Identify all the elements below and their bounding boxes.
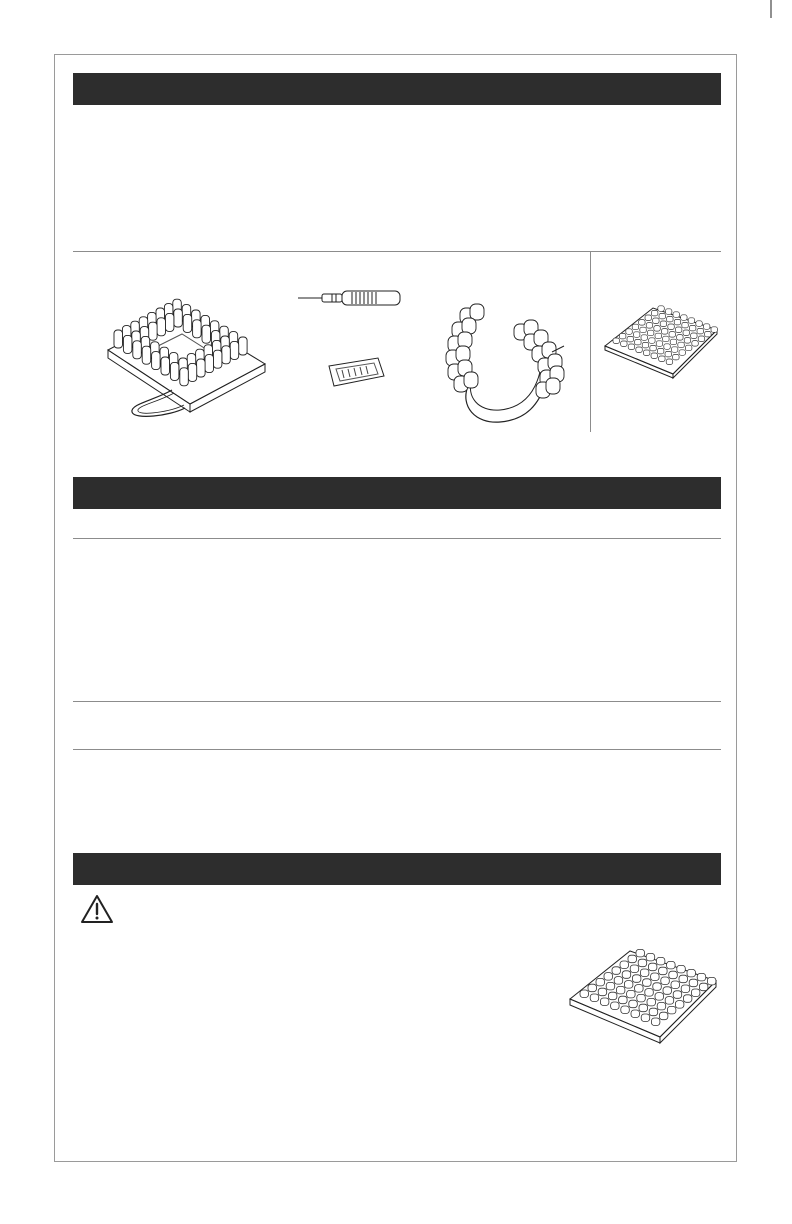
air-cell	[661, 329, 668, 335]
air-cell	[647, 998, 656, 1006]
air-cell	[643, 979, 652, 987]
air-cell	[142, 346, 151, 364]
air-cell	[657, 348, 664, 354]
air-cell	[660, 321, 667, 327]
air-cell	[697, 328, 704, 334]
air-cell	[114, 330, 123, 348]
air-cell	[697, 973, 706, 981]
air-cell	[687, 969, 696, 977]
air-cell	[657, 1002, 666, 1010]
repair-kit-icon	[326, 356, 386, 388]
air-cell	[600, 998, 609, 1006]
air-cell	[202, 325, 211, 343]
air-cell	[646, 953, 655, 961]
cushion-ring-icon	[100, 292, 270, 427]
air-cell	[612, 967, 621, 975]
air-cell	[621, 1006, 630, 1014]
air-cell	[685, 345, 692, 351]
air-cell	[665, 351, 672, 357]
air-cell	[611, 1002, 620, 1010]
hand-pump-icon	[296, 286, 406, 310]
air-cell	[677, 335, 684, 341]
air-cell	[692, 341, 699, 347]
air-cell	[622, 971, 631, 979]
air-cell	[180, 368, 189, 386]
crop-mark-top-right	[770, 0, 790, 20]
air-cell	[661, 977, 670, 985]
air-cell	[640, 969, 649, 977]
air-cell	[213, 350, 222, 368]
air-cell	[678, 342, 685, 348]
air-cell	[651, 1018, 660, 1026]
air-cell	[470, 304, 484, 320]
air-cell	[698, 336, 705, 342]
air-cell	[646, 323, 653, 329]
air-cell	[663, 987, 672, 995]
air-cell	[649, 338, 656, 344]
air-cell	[149, 322, 158, 340]
air-cell	[621, 341, 628, 347]
air-cell	[671, 981, 680, 989]
air-cell	[631, 1010, 640, 1018]
air-cell	[633, 332, 640, 338]
air-cell	[673, 991, 682, 999]
section-2-divider-1	[73, 538, 721, 539]
air-cell	[651, 973, 660, 981]
air-cell	[628, 955, 637, 963]
air-cell	[674, 319, 681, 325]
air-cell	[632, 975, 641, 983]
illustration-column-divider	[590, 251, 591, 432]
air-cell	[205, 355, 214, 373]
air-cell	[627, 990, 636, 998]
air-cell	[703, 324, 710, 330]
air-cell	[635, 339, 642, 345]
air-cell	[656, 957, 665, 965]
air-cell	[133, 341, 142, 359]
air-cell	[619, 996, 628, 1004]
air-cell	[659, 313, 666, 319]
section-header-bar-2	[73, 477, 721, 509]
air-cell	[188, 363, 197, 381]
horseshoe-cushion-icon	[440, 296, 570, 431]
air-cell	[598, 988, 607, 996]
air-cell	[590, 994, 599, 1002]
air-cell	[123, 335, 131, 353]
air-cell	[659, 1012, 668, 1020]
air-cell	[641, 335, 648, 341]
air-cell	[683, 995, 692, 1003]
air-cell	[650, 345, 657, 351]
air-cell	[691, 333, 698, 339]
air-cell	[671, 347, 678, 353]
air-cell	[667, 961, 676, 969]
air-cell	[230, 341, 239, 359]
air-cell	[668, 324, 675, 330]
air-cell	[670, 339, 677, 345]
air-cell	[638, 959, 647, 967]
air-cell	[641, 1014, 650, 1022]
section-header-bar-1	[73, 73, 721, 105]
air-cell	[667, 316, 674, 322]
air-cell	[580, 990, 589, 998]
air-cell	[647, 330, 654, 336]
air-cell	[464, 372, 478, 388]
air-cell	[648, 963, 657, 971]
air-cell	[688, 318, 695, 324]
air-cell	[630, 965, 639, 973]
air-cell	[645, 989, 654, 997]
air-cell	[193, 320, 202, 338]
air-cell	[604, 973, 613, 981]
air-cell	[666, 359, 673, 365]
section-2-divider-3	[73, 749, 721, 750]
air-cell	[161, 357, 170, 375]
air-cell	[624, 981, 633, 989]
air-cell	[681, 315, 688, 321]
section-1-divider	[73, 251, 721, 252]
air-cell	[183, 314, 192, 332]
air-cell	[656, 341, 663, 347]
air-cell	[681, 985, 690, 993]
air-cell	[546, 378, 560, 394]
air-cell	[673, 354, 680, 360]
air-cell	[639, 1004, 648, 1012]
air-cell	[654, 326, 661, 332]
air-cell	[157, 318, 166, 336]
air-cell	[619, 333, 626, 339]
warning-triangle-icon	[80, 894, 114, 924]
air-cell	[705, 331, 712, 337]
air-cell	[707, 977, 716, 985]
air-cell	[606, 982, 615, 990]
air-cell	[679, 975, 688, 983]
air-cell	[675, 327, 682, 333]
air-cell	[635, 985, 644, 993]
air-cell	[669, 971, 678, 979]
air-cell	[642, 342, 649, 348]
air-cell	[616, 986, 625, 994]
air-cell	[655, 993, 664, 1001]
air-cell	[677, 965, 686, 973]
air-cell	[653, 318, 660, 324]
air-cell	[664, 344, 671, 350]
air-cell	[682, 322, 689, 328]
air-cell	[637, 994, 646, 1002]
air-cell	[659, 356, 666, 362]
air-cell	[689, 979, 698, 987]
air-cell	[636, 949, 645, 957]
air-cell	[636, 347, 643, 353]
air-cell	[596, 978, 605, 986]
air-cell	[632, 324, 639, 330]
air-cell	[639, 320, 646, 326]
air-cell	[239, 337, 248, 355]
air-cell	[643, 350, 650, 356]
air-cell	[653, 983, 662, 991]
air-cell	[640, 327, 647, 333]
air-cell	[645, 315, 652, 321]
air-cell	[679, 350, 686, 356]
air-cell	[665, 997, 674, 1005]
air-cell	[152, 352, 161, 370]
air-cell	[684, 338, 691, 344]
section-2-divider-2	[73, 701, 721, 702]
air-cell	[197, 359, 206, 377]
air-cell	[588, 984, 597, 992]
air-cell	[629, 1000, 638, 1008]
air-cell	[689, 325, 696, 331]
air-cell	[669, 332, 676, 338]
air-cell	[626, 329, 633, 335]
air-cell	[691, 989, 700, 997]
air-cell	[651, 353, 658, 359]
flat-cushion-icon	[568, 945, 718, 1049]
air-cell	[699, 983, 708, 991]
air-cell	[675, 1001, 684, 1009]
air-cell	[683, 330, 690, 336]
air-cell	[174, 309, 183, 327]
air-cell	[170, 362, 179, 380]
air-cell	[620, 961, 629, 969]
air-cell	[608, 992, 617, 1000]
air-cell	[614, 977, 623, 985]
air-cell	[696, 321, 703, 327]
section-header-bar-3	[73, 853, 721, 885]
air-cell	[658, 306, 665, 312]
flat-cushion-icon	[603, 300, 719, 384]
air-cell	[711, 327, 718, 333]
air-cell	[655, 333, 662, 339]
air-cell	[613, 338, 620, 344]
air-cell	[659, 967, 668, 975]
air-cell	[627, 336, 634, 342]
air-cell	[673, 312, 680, 318]
air-cell	[222, 346, 231, 364]
air-cell	[665, 309, 672, 315]
air-cell	[628, 344, 635, 350]
air-cell	[165, 313, 174, 331]
air-cell	[649, 1008, 658, 1016]
air-cell	[667, 1006, 676, 1014]
air-cell	[663, 336, 670, 342]
air-cell	[651, 310, 658, 316]
